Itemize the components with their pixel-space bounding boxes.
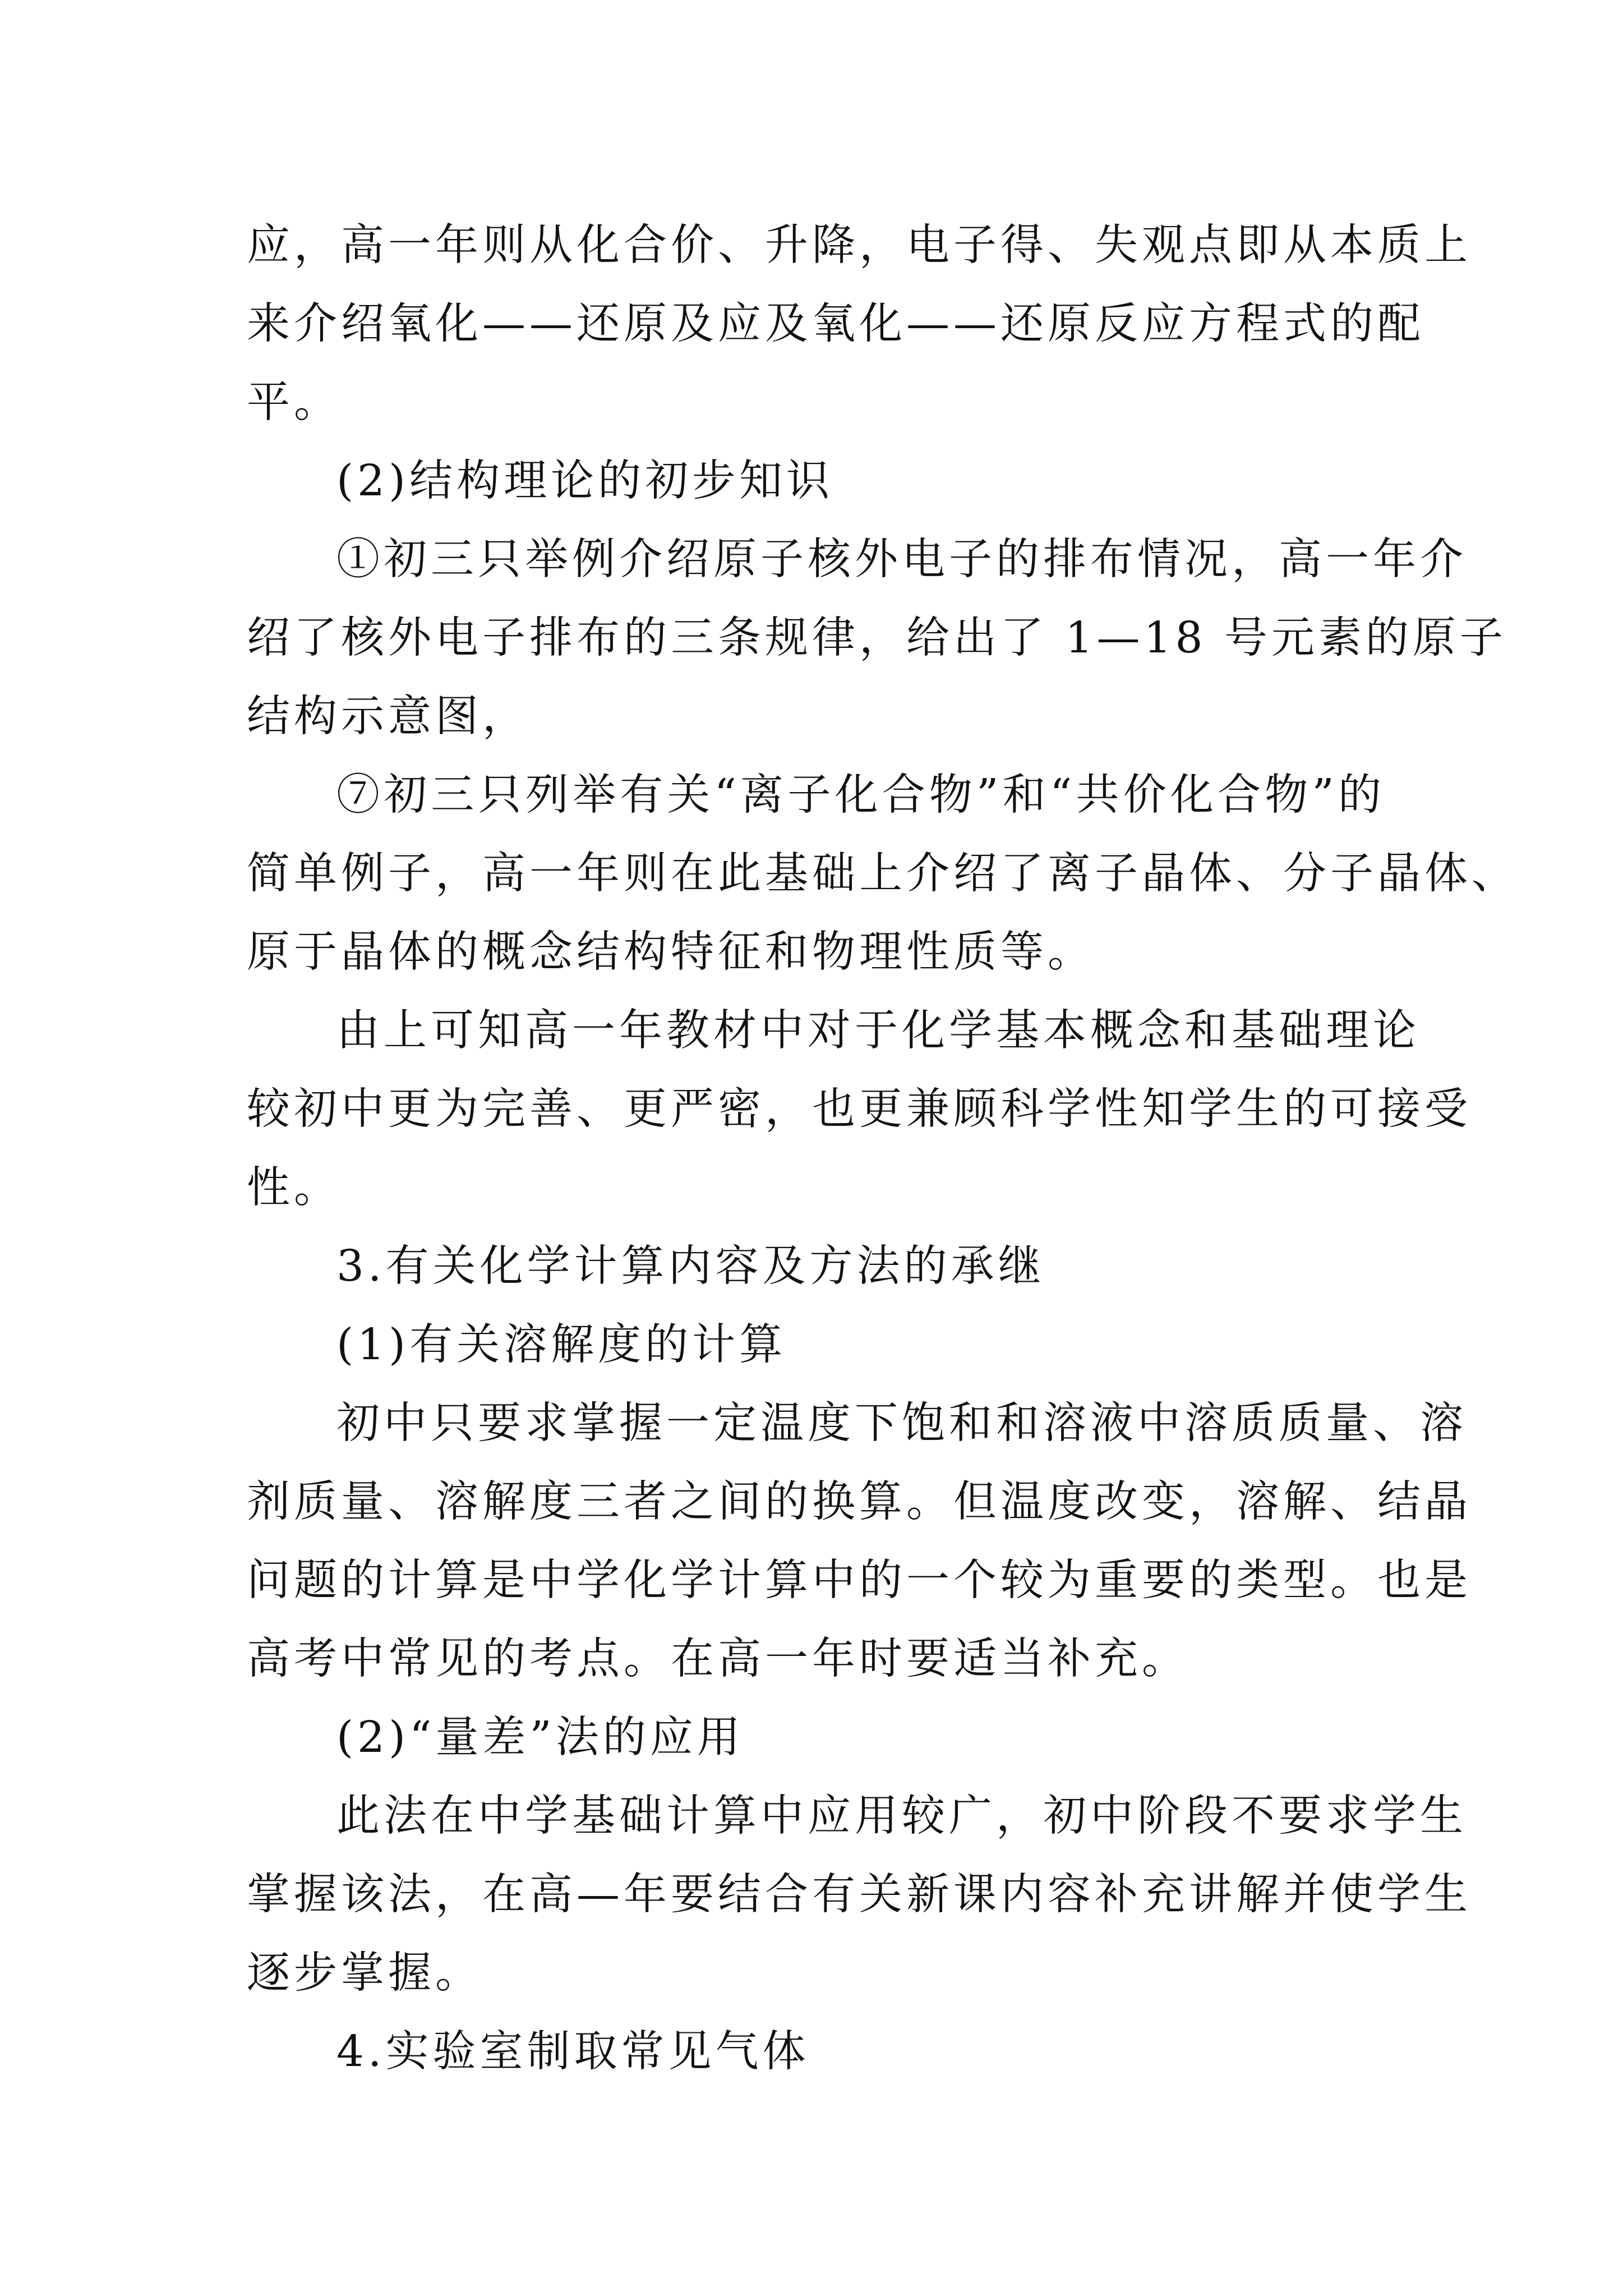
subheading: (1)有关溶解度的计算: [336, 1320, 787, 1370]
section-heading: 4.实验室制取常见气体: [336, 2027, 810, 2077]
text-line: 简单例子，高一年则在此基础上介绍了离子晶体、分子晶体、: [247, 849, 1519, 899]
text-line: ①初三只举例介绍原子核外电子的排布情况，高一年介: [336, 535, 1467, 585]
text-line: ⑦初三只列举有关“离子化合物”和“共价化合物”的: [336, 770, 1385, 820]
subheading: (2)“量差”法的应用: [336, 1713, 744, 1763]
text-line: 应，高一年则从化合价、升降，电子得、失观点即从本质上: [247, 220, 1472, 270]
text-line: 高考中常见的考点。在高一年时要适当补充。: [247, 1634, 1189, 1684]
text-line: 由上可知高一年教材中对于化学基本概念和基础理论: [336, 1006, 1420, 1056]
text-line: 剂质量、溶解度三者之间的换算。但温度改变，溶解、结晶: [247, 1477, 1472, 1527]
text-line: 来介绍氧化——还原及应及氧化——还原反应方程式的配: [247, 299, 1424, 349]
text-line: 此法在中学基础计算中应用较广，初中阶段不要求学生: [336, 1791, 1467, 1841]
text-line: 结构示意图，: [247, 692, 529, 742]
section-heading: 3.有关化学计算内容及方法的承继: [336, 1241, 1045, 1291]
text-line: 绍了核外电子排布的三条规律，给出了 1—18 号元素的原子: [247, 613, 1507, 663]
subheading: (2)结构理论的初步知识: [336, 456, 834, 506]
text-line: 原于晶体的概念结构特征和物理性质等。: [247, 927, 1095, 977]
text-line: 初中只要求掌握一定温度下饱和和溶液中溶质质量、溶: [336, 1398, 1467, 1448]
text-line: 平。: [247, 378, 341, 427]
text-line: 性。: [247, 1163, 341, 1213]
text-line: 问题的计算是中学化学计算中的一个较为重要的类型。也是: [247, 1556, 1472, 1605]
text-line: 逐步掌握。: [247, 1948, 482, 1998]
text-line: 掌握该法，在高—年要结合有关新课内容补充讲解并使学生: [247, 1870, 1472, 1920]
text-line: 较初中更为完善、更严密，也更兼顾科学性知学生的可接受: [247, 1084, 1472, 1134]
